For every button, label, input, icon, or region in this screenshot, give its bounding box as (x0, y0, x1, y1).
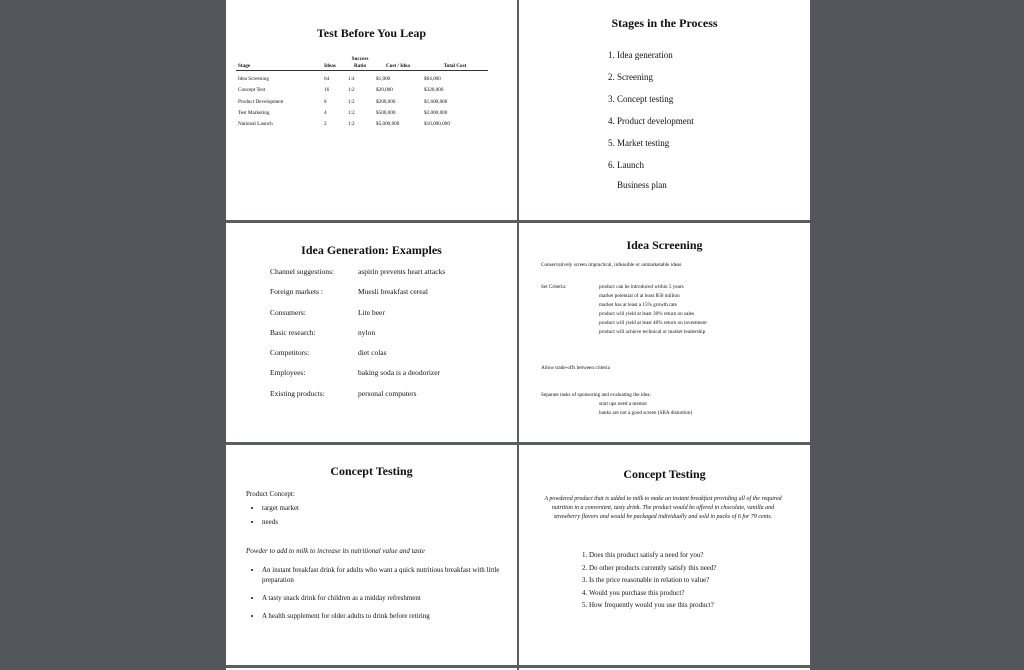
source-label: Existing products: (270, 388, 325, 398)
slide-title: Test Before You Leap (316, 26, 427, 40)
screening-intro: Conservatively screen impractical, infeasible or unmarketable ideas (541, 262, 682, 268)
table-header-row (236, 56, 488, 71)
table-cell: $200,000 (376, 98, 396, 105)
table-cell: 2 (324, 121, 327, 128)
slide-idea-screening (519, 223, 810, 442)
source-label: Basic research: (270, 327, 316, 337)
table-header: Total Cost (443, 63, 467, 69)
list-item: product will achieve technical or market leadership (599, 329, 706, 335)
source-label: Channel suggestions: (270, 267, 334, 276)
table-cell: 4 (324, 109, 327, 116)
table-cell: 16 (324, 87, 330, 94)
example-text: diet colas (358, 348, 387, 358)
list-item: 1. Does this product satisfy a need for you? (589, 549, 717, 562)
separate-list (599, 400, 692, 418)
table-cell: 1:2 (348, 109, 355, 116)
row-divider (226, 665, 810, 668)
question-list (575, 549, 717, 612)
table-cell: National Launch (238, 121, 273, 128)
table-header: Success Ratio (351, 56, 369, 69)
slide-concept-testing-2 (519, 445, 810, 665)
source-label: Competitors: (270, 348, 310, 358)
product-concept-label: Product Concept: (246, 490, 295, 498)
concept-bullets (248, 501, 299, 529)
table-header: Cost / Idea (386, 63, 410, 69)
table-cell: 1:2 (348, 98, 355, 105)
table-cell: $320,000 (424, 87, 444, 94)
table-cell: $64,000 (424, 76, 441, 82)
slide-test-before-leap (226, 0, 517, 220)
table-cell: 8 (324, 98, 327, 105)
table-cell: $10,000,000 (424, 121, 450, 128)
slide-idea-generation (226, 223, 517, 442)
table-cell: 1:2 (348, 87, 355, 94)
slide-concept-testing-1 (226, 445, 517, 665)
separate-text: Separate tasks of sponsoring and evaluating the idea: (541, 392, 651, 398)
list-item: market has at least a 15% growth rate (599, 302, 677, 308)
list-item: 5. Market testing (617, 132, 694, 154)
table-cell: 1:2 (348, 121, 355, 128)
slide-title: Idea Generation: Examples (301, 243, 442, 257)
list-item: 4. Product development (617, 110, 694, 132)
tradeoffs-text: Allow trade-offs between criteria (541, 365, 610, 371)
table-cell: Concept Test (238, 87, 266, 94)
example-text: personal computers (358, 388, 417, 398)
table-cell: Idea Screening (238, 76, 269, 82)
criteria-label: Set Criteria: (541, 284, 567, 290)
list-item: 2. Screening (617, 66, 694, 88)
table-cell: 1:4 (348, 76, 355, 82)
list-item: • A tasty snack drink for children as a midday refreshment (262, 593, 512, 603)
table-cell: 64 (324, 76, 330, 82)
list-item: 3. Is the price reasonable in relation to value? (589, 574, 717, 587)
table-row (236, 85, 488, 96)
document-page (226, 0, 810, 670)
table-row (236, 119, 488, 130)
list-item: 1. Idea generation (617, 44, 694, 66)
table-cell: $2,000,000 (424, 109, 448, 116)
example-text: nylon (358, 327, 376, 337)
list-item: • needs (262, 515, 299, 529)
list-item: • An instant breakfast drink for adults who want a quick nutritious breakfast with little preparation (262, 565, 512, 585)
table-cell: $500,000 (376, 109, 396, 116)
table-header: Stage (238, 63, 251, 69)
list-item: 5. How frequently would you use this product? (589, 599, 717, 612)
list-item: product will yield at least 30% return on sales (599, 311, 695, 317)
list-item: 3. Concept testing (617, 88, 694, 110)
list-item: • target market (262, 501, 299, 515)
table-cell: Test Marketing (238, 109, 270, 116)
slide-title: Concept Testing (623, 467, 706, 481)
concept-statement: A powdered product that is added to milk to make an instant breakfast providing all of the required nutrition in a convenient, tasty drink. The product would be offered in chocolate, vanilla and strawberry flavors and would be packaged individually and sold in packs of 6 for 79 cents. (544, 496, 782, 520)
slide-stages (519, 0, 810, 220)
source-label: Foreign markets : (270, 287, 323, 297)
table-cell: Product Development (238, 98, 284, 105)
slide-title: Concept Testing (330, 464, 413, 478)
table-row (236, 97, 488, 108)
list-item: 4. Would you purchase this product? (589, 587, 717, 600)
positioning-bullets (248, 565, 512, 621)
slide-title: Idea Screening (626, 238, 703, 252)
stage-cost-table (236, 56, 488, 130)
list-item: start ups need a mentor (599, 401, 648, 407)
slide-title: Stages in the Process (611, 16, 718, 30)
stages-list (599, 44, 694, 176)
list-item: 2. Do other products currently satisfy this need? (589, 562, 717, 575)
example-text: baking soda is a deodorizer (358, 368, 441, 378)
criteria-list (599, 283, 707, 337)
table-cell: $1,600,000 (424, 98, 448, 105)
source-label: Employees: (270, 368, 306, 378)
example-text: Lite beer (358, 307, 385, 317)
example-text: aspirin prevents heart attacks (358, 267, 446, 276)
table-cell: $1,000 (376, 76, 391, 82)
table-row (236, 71, 488, 86)
business-plan-text: Business plan (617, 180, 667, 190)
list-item: 6. Launch (617, 154, 694, 176)
list-item: • A health supplement for older adults to drink before retiring (262, 611, 512, 621)
list-item: banks are not a good screen (SBA distortion) (599, 410, 693, 416)
table-cell: $20,000 (376, 87, 393, 94)
concept-description: Powder to add to milk to increase its nutritional value and taste (246, 547, 425, 555)
list-item: product can be introduced within 5 years (599, 284, 684, 290)
table-header: Ideas (324, 63, 336, 69)
table-row (236, 108, 488, 119)
list-item: market potential of at least $50 million (599, 293, 680, 299)
example-text: Muesli breakfast cereal (358, 287, 428, 297)
source-label: Consumers: (270, 307, 306, 317)
list-item: product will yield at least 40% return on investment (599, 320, 707, 326)
table-cell: $5,000,000 (376, 121, 400, 128)
